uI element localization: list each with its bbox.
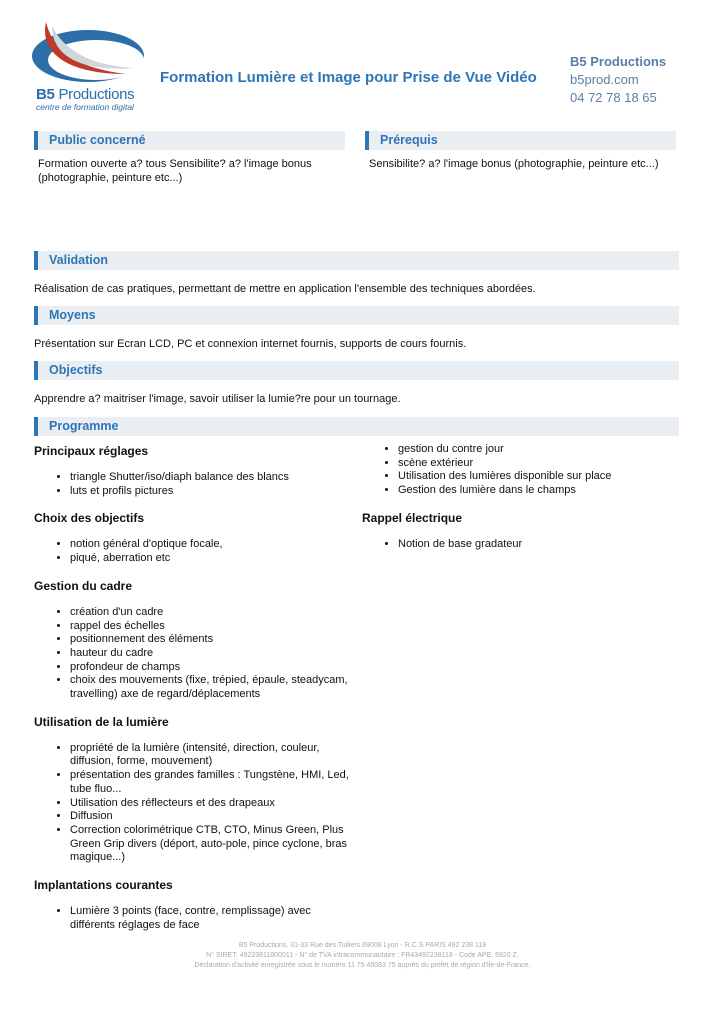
company-website: b5prod.com: [570, 72, 639, 87]
programme-section-title: Choix des objectifs: [34, 511, 145, 526]
list-item: • choix des mouvements (fixe, trépied, épaule, steadycam, travelling) axe de regard/déplacements: [70, 674, 354, 701]
programme-list: [34, 742, 354, 865]
company-phone: 04 72 78 18 65: [570, 90, 657, 105]
programme-list: [362, 443, 682, 498]
moyens-heading: Moyens: [34, 306, 679, 325]
programme-right-column: [362, 443, 682, 564]
list-item: • propriété de la lumière (intensité, direction, couleur, diffusion, forme, mouvement): [70, 742, 354, 769]
programme-section-title: Implantations courantes: [34, 878, 173, 893]
list-item: • hauteur du cadre: [70, 647, 354, 661]
logo-swoosh-icon: [30, 18, 150, 88]
objectifs-text: Apprendre a? maitriser l'image, savoir utiliser la lumie?re pour un tournage.: [34, 393, 401, 405]
page-footer: [0, 941, 725, 971]
programme-list: [34, 471, 354, 498]
programme-list: [34, 905, 354, 932]
programme-left-column: [34, 443, 354, 944]
list-item: • notion général d'optique focale,: [70, 538, 354, 552]
list-item: • gestion du contre jour: [398, 443, 682, 457]
moyens-text: Présentation sur Ecran LCD, PC et connexion internet fournis, supports de cours fournis.: [34, 338, 467, 350]
list-item: • luts et profils pictures: [70, 485, 354, 499]
list-item: • profondeur de champs: [70, 661, 354, 675]
list-item: • scène extérieur: [398, 457, 682, 471]
list-item: • Gestion des lumière dans le champs: [398, 484, 682, 498]
public-heading: Public concerné: [34, 131, 345, 150]
list-item: • positionnement des éléments: [70, 633, 354, 647]
footer-declaration: Déclaration d'activité enregistrée sous le numéro 11 75 45083 75 auprès du préfet de région d'Ile-de-France.: [194, 962, 531, 969]
logo-tagline: centre de formation digital: [36, 102, 134, 112]
list-item: • Lumière 3 points (face, contre, remplissage) avec différents réglages de face: [70, 905, 354, 932]
footer-siret: N° SIRET: 49223811800011 - N° de TVA intracommunautaire : FR43492238118 - Code APE: 5920 Z.: [206, 952, 519, 959]
company-logo: [30, 18, 150, 112]
page-title: Formation Lumière et Image pour Prise de Vue Vidéo: [160, 69, 537, 86]
list-item: • Notion de base gradateur: [398, 538, 682, 552]
list-item: • Utilisation des lumières disponible sur place: [398, 470, 682, 484]
prerequis-text: Sensibilite? a? l'image bonus (photographie, peinture etc...): [369, 158, 659, 170]
programme-heading: Programme: [34, 417, 679, 436]
company-name: B5 Productions: [570, 54, 667, 69]
list-item: • présentation des grandes familles : Tungstène, HMI, Led, tube fluo...: [70, 769, 354, 796]
list-item: • Correction colorimétrique CTB, CTO, Minus Green, Plus Green Grip divers (déport, auto-pole, pince cyclone, bras magique...): [70, 824, 354, 865]
list-item: • Utilisation des réflecteurs et des drapeaux: [70, 797, 354, 811]
programme-list: [34, 538, 354, 565]
programme-section-title: Utilisation de la lumière: [34, 714, 169, 729]
list-item: • création d'un cadre: [70, 606, 354, 620]
list-item: • rappel des échelles: [70, 620, 354, 634]
validation-heading: Validation: [34, 251, 679, 270]
public-text: Formation ouverte a? tous Sensibilite? a? l'image bonus (photographie, peinture etc...): [38, 158, 312, 184]
company-contact: [570, 53, 666, 107]
programme-section-title: Gestion du cadre: [34, 578, 133, 593]
prerequis-heading: Prérequis: [365, 131, 676, 150]
logo-wordmark: B5 Productions: [36, 86, 135, 103]
footer-address: B5 Productions, 31-33 Rue des Tuiliers 69008 Lyon - R.C.S PARIS 492 238 118: [238, 942, 487, 949]
programme-list: [34, 606, 354, 702]
list-item: • piqué, aberration etc: [70, 552, 354, 566]
objectifs-heading: Objectifs: [34, 361, 679, 380]
programme-section-title: Rappel électrique: [362, 510, 463, 525]
list-item: • triangle Shutter/iso/diaph balance des blancs: [70, 471, 354, 485]
list-item: • Diffusion: [70, 810, 354, 824]
programme-section-title: Principaux réglages: [34, 444, 149, 458]
programme-list: [362, 538, 682, 552]
validation-text: Réalisation de cas pratiques, permettant de mettre en application l'ensemble des techniques abordées.: [34, 283, 536, 295]
